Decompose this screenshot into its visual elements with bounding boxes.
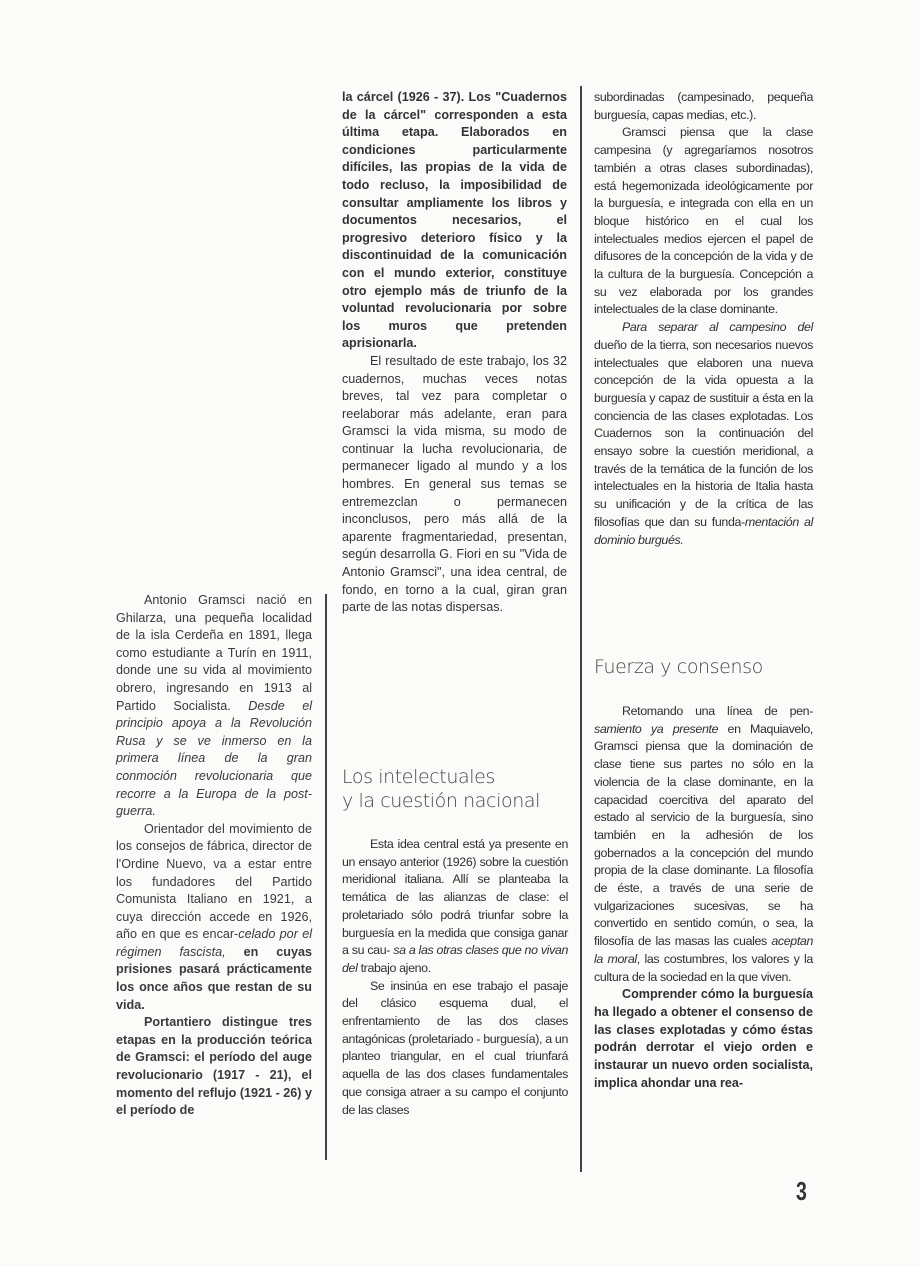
italic-run: aceptan la moral <box>594 934 814 966</box>
paragraph-portantiero: Portantiero distingue tres etapas en la producción teórica de Gramsci: el período del auge revolucionario (1917 - 21), el momento del reflujo (1921 - 26) y el período de <box>116 1015 312 1118</box>
column-2-bottom <box>342 836 568 1119</box>
paragraph-retomando: Retomando una línea de pen- samiento ya presente en Maquiavelo, Gramsci piensa que la dominación de clase tiene sus partes no sólo en la violencia de la clase dominante, en la capacidad coercitiva del aparato del estado al servicio de la burguesía, sino también en la adhesión de los gobernados a la concepción del mundo propia de la clase dominante. La filosofía de éste, a través de una serie de vulgarizaciones sucesivas, se ha convertido en sentido común, o sea, la filosofía de las masas las cuales aceptan la moral, las costumbres, los valores y la cultura de la sociedad en la que viven. <box>594 704 814 984</box>
paragraph-se-insinua: Se insinúa en ese trabajo el pasaje del clásico esquema dual, el enfrentamiento de las dos clases antagónicas (proletariado - burguesía), a un planteo triangular, en el cual triunfará aquella de las dos clases fundamentales que consiga atraer a su campo el conjunto de las clases <box>342 978 568 1117</box>
paragraph-esta-idea: Esta idea central está ya presente en un ensayo anterior (1926) sobre la cuestión meridional italiana. Allí se planteaba la temática de las alianzas de clase: el proletariado sólo podrá triunfar sobre la burguesía en la medida que consiga ganar a su cau- sa a las otras clases que no vivan del trabajo ajeno. <box>342 837 568 975</box>
paragraph-carcel: la cárcel (1926 - 37). Los "Cuadernos de la cárcel" corresponden a esta última etapa. Elaborados en condiciones particularmente difíciles, las propias de la vida de todo recluso, la imposibilidad de consultar ampliamente los libros y documentos necesarios, el progresivo deterioro físico y la discontinuidad de la comunicación con el mundo exterior, constituye otro ejemplo más de triunfo de la voluntad revolucionaria por sobre los muros que pretenden aprisionarla. <box>342 90 567 351</box>
italic-run: Desde el principio apoya a la Revolución Rusa y se ve inmerso en la primera línea de la gran conmoción revolucionaria que recorre a la Europa de la post-guerra. <box>116 698 312 819</box>
italic-run: sa a las otras clases que no vivan del <box>342 943 568 975</box>
bold-run: en cuyas prisiones pasará prácticamente los once años que restan de su vida. <box>116 944 312 1012</box>
paragraph-para-separar: Para separar al campesino del dueño de la tierra, son necesarios nuevos intelectuales que elaboren una nueva concepción de la vida opuesta a la burguesía y capaz de sustituir a ésta en la conciencia de las clases explotadas. Los Cuadernos son la continuación del ensayo sobre la cuestión meridional, a través de la temática de la función de los intelectuales en la historia de Italia hasta su unificación y de la crítica de las filosofías que dan su funda-mentación al dominio burgués. <box>594 320 813 547</box>
page-number: 3 <box>796 1176 807 1206</box>
italic-run: mentación al dominio burgués. <box>594 514 813 547</box>
column-2-top <box>342 89 567 617</box>
paragraph-orientador: Orientador del movimiento de los consejos de fábrica, director de l'Ordine Nuevo, va a estar entre los fundadores del Partido Comunista Italiano en 1921, a cuya dirección accede en 1926, año en que es encar-celado por el régimen fascista, en cuyas prisiones pasará prácticamente los once años que restan de su vida. <box>116 821 312 1012</box>
italic-run: samiento ya presente <box>594 721 719 736</box>
paragraph-comprender: Comprender cómo la burguesía ha llegado a obtener el consenso de las clases explotadas y cómo éstas podrán derrotar el viejo orden e instaurar un nuevo orden socialista, implica ahondar una rea- <box>594 987 813 1090</box>
column-1 <box>116 592 312 1120</box>
italic-run: Para separar al campesino del <box>622 320 813 335</box>
section-heading-fuerza: Fuerza y consenso <box>594 656 763 678</box>
paragraph-subordinadas: subordinadas (campesinado, pequeña burguesía, capas medias, etc.). <box>594 90 813 122</box>
italic-run: celado por el régimen fascista, <box>116 927 312 959</box>
column-rule-right <box>580 86 582 1172</box>
section-heading-intelectuales: Los intelectuales y la cuestión nacional <box>342 766 540 812</box>
column-rule-left <box>325 594 327 1160</box>
column-3-bottom <box>594 703 813 1092</box>
paragraph-biography: Antonio Gramsci nació en Ghilarza, una pequeña localidad de la isla Cerdeña en 1891, llega como estudiante a Turín en 1911, donde une su vida al movimiento obrero, ingresando en 1913 al Partido Socialista. Desde el principio apoya a la Revolución Rusa y se ve inmerso en la primera línea de la gran conmoción revolucionaria que recorre a la Europa de la post-guerra. <box>116 593 312 819</box>
paragraph-resultado: El resultado de este trabajo, los 32 cuadernos, muchas veces notas breves, tal vez para completar o reelaborar más adelante, eran para Gramsci la vida misma, su modo de continuar la lucha revolucionaria, de permanecer ligado al mundo y a los hombres. En general sus temas se entremezclan o permanecen inconclusos, pero más allá de la aparente fragmentariedad, presentan, según desarrolla G. Fiori en su "Vida de Antonio Gramsci", una idea central, de fondo, en torno a la cual, giran gran parte de las notas dispersas. <box>342 353 567 615</box>
paragraph-gramsci-piensa: Gramsci piensa que la clase campesina (y agregaríamos nosotros también a otras clases subordinadas), está hegemonizada ideológicamente por la burguesía, e integrada con ella en un bloque histórico en el cual los intelectuales medios ejercen el papel de difusores de la concepción de la vida y de la cultura de la burguesía. Concepción a su vez elaborada por los grandes intelectuales de la clase dominante. <box>594 125 813 317</box>
column-3-top <box>594 89 813 549</box>
